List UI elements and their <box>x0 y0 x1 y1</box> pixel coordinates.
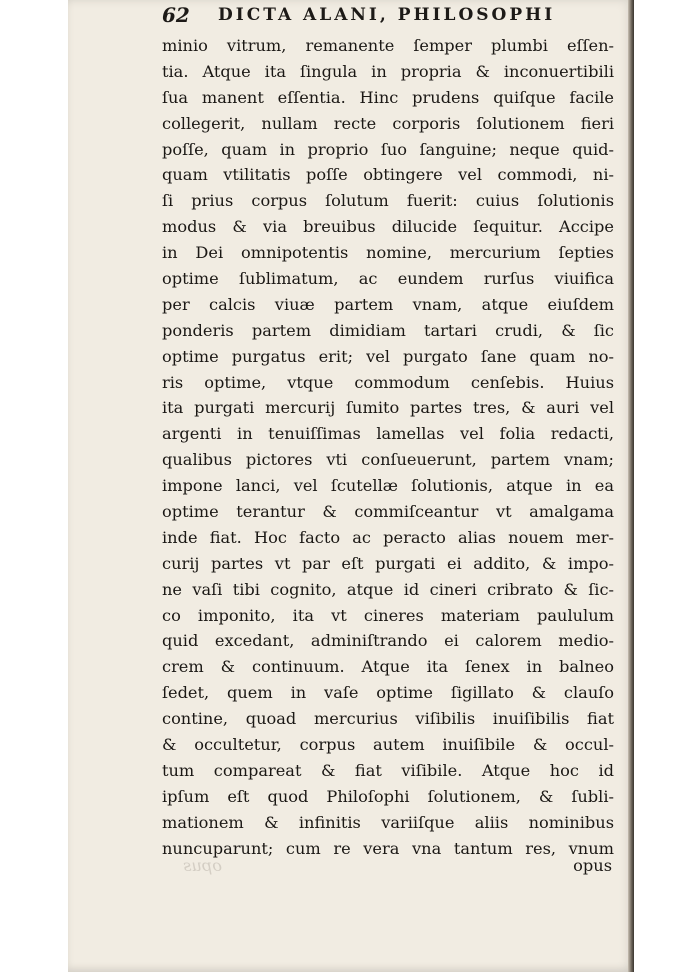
page-number: 62 <box>162 3 190 27</box>
text-line: tum compareat & fiat viſibile. Atque hoc id <box>162 760 614 780</box>
text-line: optime ſublimatum, ac eundem rurſus viuifica <box>162 269 614 289</box>
text-line: ponderis partem dimidiam tartari crudi, & ſic <box>162 320 614 340</box>
text-line: contine, quoad mercurius viſibilis inuiſibilis fiat <box>162 709 614 729</box>
text-line: quam vtilitatis poſſe obtingere vel commodi, ni- <box>162 165 614 185</box>
text-line: qualibus pictores vti conſueuerunt, partem vnam; <box>162 450 614 470</box>
text-line: ita purgati mercurij ſumito partes tres, & auri vel <box>162 398 614 418</box>
text-line: mationem & infinitis variiſque aliis nominibus <box>162 812 614 832</box>
text-line: ſi prius corpus ſolutum fuerit: cuius ſolutionis <box>162 191 614 211</box>
text-line: ne vaſi tibi cognito, atque id cineri cribrato & ſic- <box>162 579 614 599</box>
text-line: nuncuparunt; cum re vera vna tantum res, vnum <box>162 838 614 858</box>
text-line: ſedet, quem in vaſe optime ſigillato & clauſo <box>162 683 614 703</box>
text-line: optime purgatus erit; vel purgato ſane quam no- <box>162 346 614 366</box>
text-line: curij partes vt par eſt purgati ei addito, & impo- <box>162 553 614 573</box>
text-line: collegerit, nullam recte corporis ſolutionem fieri <box>162 113 614 133</box>
text-line: quid excedant, adminiſtrando ei calorem medio- <box>162 631 614 651</box>
page-edge-shadow <box>628 0 634 972</box>
text-line: crem & continuum. Atque ita ſenex in balneo <box>162 657 614 677</box>
text-line: inde fiat. Hoc facto ac peracto alias nouem mer- <box>162 527 614 547</box>
text-line: optime terantur & commiſceantur vt amalgama <box>162 502 614 522</box>
body-text <box>162 33 614 862</box>
text-line: minio vitrum, remanente ſemper plumbi eſſen- <box>162 36 614 55</box>
text-line: ris optime, vtque commodum cenſebis. Huius <box>162 372 614 392</box>
text-line: impone lanci, vel ſcutellæ ſolutionis, atque in ea <box>162 476 614 496</box>
page-footer <box>162 856 614 884</box>
text-line: ſua manent eſſentia. Hinc prudens quiſque facile <box>162 87 614 107</box>
running-head: DICTA ALANI, PHILOSOPHI <box>218 5 556 25</box>
text-line: & occultetur, corpus autem inuiſibile & occul- <box>162 735 614 755</box>
catchword: opus <box>573 856 612 875</box>
text-line: modus & via breuibus dilucide ſequitur. Accipe <box>162 217 614 237</box>
text-line: poſſe, quam in proprio ſuo ſanguine; neque quid- <box>162 139 614 159</box>
text-line: argenti in tenuiſſimas lamellas vel folia redacti, <box>162 424 614 444</box>
bleed-through-text: opus <box>183 856 222 875</box>
text-line: in Dei omnipotentis nomine, mercurium ſepties <box>162 243 614 263</box>
text-line: per calcis viuæ partem vnam, atque eiuſdem <box>162 294 614 314</box>
page-header <box>162 3 612 31</box>
text-line: ipſum eſt quod Philoſophi ſolutionem, & ſubli- <box>162 786 614 806</box>
text-line: tia. Atque ita ſingula in propria & inconuertibili <box>162 61 614 81</box>
text-line: co imponito, ita vt cineres materiam paululum <box>162 605 614 625</box>
